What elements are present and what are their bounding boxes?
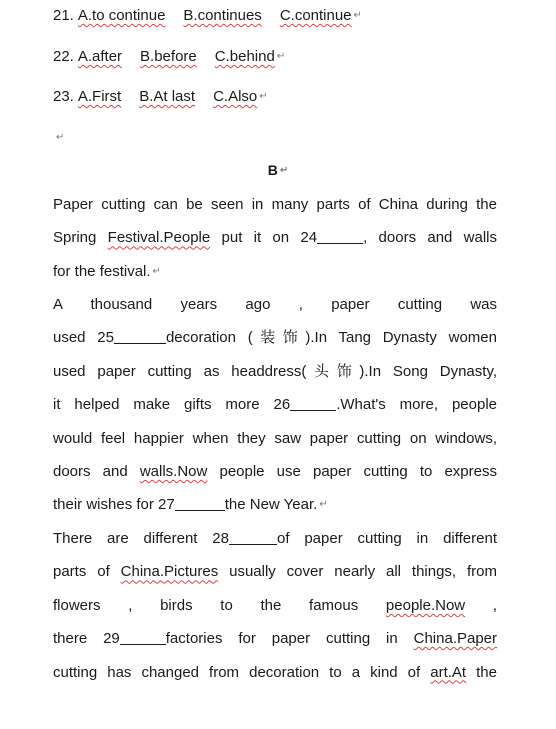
answer-blank-24 <box>317 228 363 244</box>
text-run: China.Paper <box>413 630 498 648</box>
text-run: for the festival. <box>53 262 151 280</box>
section-title <box>0 162 556 178</box>
text-run: it helped make gifts more 26 <box>53 396 291 414</box>
question-22 <box>53 48 285 65</box>
text-run: cutting has changed from decoration to a kind of <box>53 663 431 681</box>
text-line: Paper cutting can be seen in many parts of China during the <box>53 196 497 213</box>
option-a: A.First <box>77 88 122 105</box>
text-line: would feel happier when they saw paper cutting on windows, <box>53 429 497 447</box>
option-c: C.Also <box>213 88 258 105</box>
paragraph-mark-icon: ↵ <box>279 165 289 176</box>
answer-blank-27 <box>175 495 225 511</box>
text-run: Spring <box>53 229 108 247</box>
question-number: 21. <box>53 7 74 24</box>
passage-paragraph-2 <box>53 288 497 522</box>
option-c: C.behind <box>214 48 275 65</box>
passage-paragraph-1 <box>53 188 497 288</box>
paragraph-mark-icon: ↵ <box>353 10 362 21</box>
text-run: flowers , birds to the famous <box>53 596 386 614</box>
text-line: A thousand years ago , paper cutting was <box>53 296 497 313</box>
text-run: , doors and walls <box>363 229 498 247</box>
text-run: of paper cutting in different <box>276 530 497 547</box>
text-run: decoration (装饰).In Tang Dynasty women <box>165 329 497 347</box>
option-c: C.continue <box>279 7 352 24</box>
text-line <box>53 321 497 354</box>
text-run: the <box>466 663 497 681</box>
text-line <box>53 555 497 588</box>
text-run: .What's more, people <box>336 396 497 414</box>
section-title-text: B <box>267 162 278 178</box>
paragraph-mark-icon: ↵ <box>152 265 161 277</box>
text-run: used 25 <box>53 329 114 347</box>
text-run: There are different 28 <box>53 530 229 547</box>
answer-blank-28 <box>229 529 277 545</box>
text-run: Festival.People <box>107 229 211 247</box>
text-line: used paper cutting as headdress(头饰).In Song Dynasty, <box>53 362 497 380</box>
paragraph-mark-icon: ↵ <box>319 499 328 511</box>
text-run: people.Now <box>385 596 466 614</box>
text-line <box>53 388 497 421</box>
option-b: B.At last <box>139 88 196 105</box>
text-line <box>53 522 497 555</box>
question-number: 22. <box>53 48 74 65</box>
text-line <box>53 255 497 288</box>
text-run: factories for paper cutting in <box>165 630 414 648</box>
text-run: doors and <box>53 462 140 480</box>
option-a: A.after <box>77 48 123 65</box>
option-b: B.before <box>140 48 197 65</box>
text-run: the New Year. <box>224 496 318 514</box>
text-line <box>53 589 497 622</box>
question-21 <box>53 7 362 24</box>
passage-paragraph-3 <box>53 522 497 689</box>
paragraph-mark-icon: ↵ <box>259 91 268 102</box>
text-run: usually cover nearly all things, from <box>218 563 497 581</box>
text-run: parts of <box>53 563 121 581</box>
text-run: people use paper cutting to express <box>207 462 497 480</box>
text-run: there 29 <box>53 630 120 648</box>
answer-blank-25 <box>114 328 166 344</box>
text-run: China.Pictures <box>120 563 219 581</box>
answer-blank-26 <box>290 395 336 411</box>
paragraph-mark-icon: ↵ <box>56 132 65 143</box>
text-run: , <box>465 596 498 614</box>
option-a: A.to continue <box>77 7 166 24</box>
question-number: 23. <box>53 88 74 105</box>
text-line <box>53 656 497 689</box>
answer-blank-29 <box>120 629 166 645</box>
text-line <box>53 455 497 488</box>
text-run: put it on 24 <box>210 229 318 247</box>
option-b: B.continues <box>183 7 262 24</box>
text-line <box>53 221 497 254</box>
question-23 <box>53 88 268 105</box>
text-run: their wishes for 27 <box>53 496 175 514</box>
text-run: art.At <box>430 663 467 681</box>
text-line <box>53 488 497 521</box>
text-run: walls.Now <box>139 462 208 480</box>
paragraph-mark-icon: ↵ <box>276 51 286 62</box>
text-line <box>53 622 497 655</box>
